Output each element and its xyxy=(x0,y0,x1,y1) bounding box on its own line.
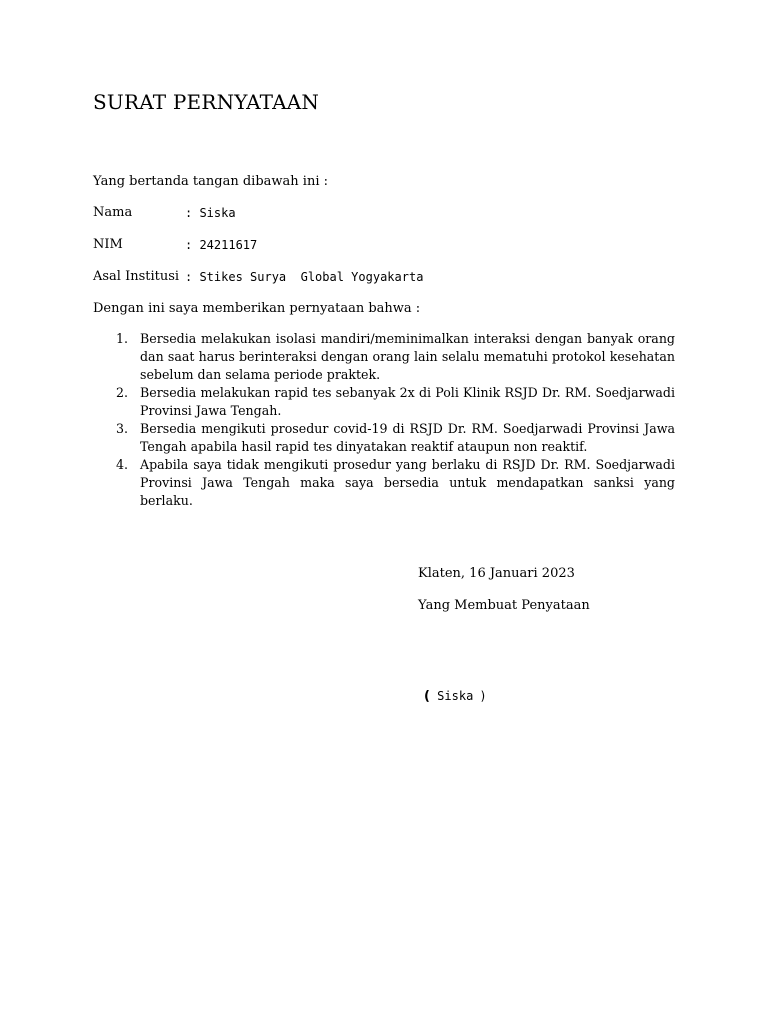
statement-item xyxy=(93,420,675,456)
place-date: Klaten, 16 Januari 2023 xyxy=(418,566,575,581)
close-paren: ) xyxy=(480,689,486,703)
field-value: : Siska xyxy=(185,206,236,220)
statement-number: 4. xyxy=(116,457,129,472)
statement-item xyxy=(93,384,675,420)
field-value: : Stikes Surya Global Yogyakarta xyxy=(185,270,424,284)
statement-text: Apabila saya tidak mengikuti prosedur yang berlaku di RSJD Dr. RM. Soedjarwadi Provinsi Jawa Tengah maka saya bersedia untuk mendapatkan sanksi yang berlaku. xyxy=(140,457,675,508)
statement-number: 3. xyxy=(116,421,129,436)
field-value: : 24211617 xyxy=(185,238,258,252)
statement-item xyxy=(93,456,675,510)
field-label: NIM xyxy=(93,237,123,252)
statement-list xyxy=(93,330,675,510)
statement-item xyxy=(93,330,675,384)
intro-text: Yang bertanda tangan dibawah ini : xyxy=(93,174,328,189)
field-label: Nama xyxy=(93,205,133,220)
document-title: SURAT PERNYATAAN xyxy=(93,90,320,114)
statement-number: 2. xyxy=(116,385,129,400)
signer-line xyxy=(424,689,485,704)
field-label: Asal Institusi xyxy=(93,269,180,284)
open-paren: ( xyxy=(424,689,430,704)
statement-text: Bersedia melakukan rapid tes sebanyak 2x di Poli Klinik RSJD Dr. RM. Soedjarwadi Provinsi Jawa Tengah. xyxy=(140,385,675,418)
statement-intro: Dengan ini saya memberikan pernyataan bahwa : xyxy=(93,301,421,316)
statement-text: Bersedia mengikuti prosedur covid-19 di RSJD Dr. RM. Soedjarwadi Provinsi Jawa Tengah apabila hasil rapid tes dinyatakan reaktif ataupun non reaktif. xyxy=(140,421,675,454)
maker-label: Yang Membuat Penyataan xyxy=(418,598,590,613)
statement-number: 1. xyxy=(116,331,129,346)
signer-name: Siska xyxy=(429,689,481,703)
statement-text: Bersedia melakukan isolasi mandiri/meminimalkan interaksi dengan banyak orang dan saat harus berinteraksi dengan orang lain selalu mematuhi protokol kesehatan sebelum dan selama periode praktek. xyxy=(140,331,675,382)
